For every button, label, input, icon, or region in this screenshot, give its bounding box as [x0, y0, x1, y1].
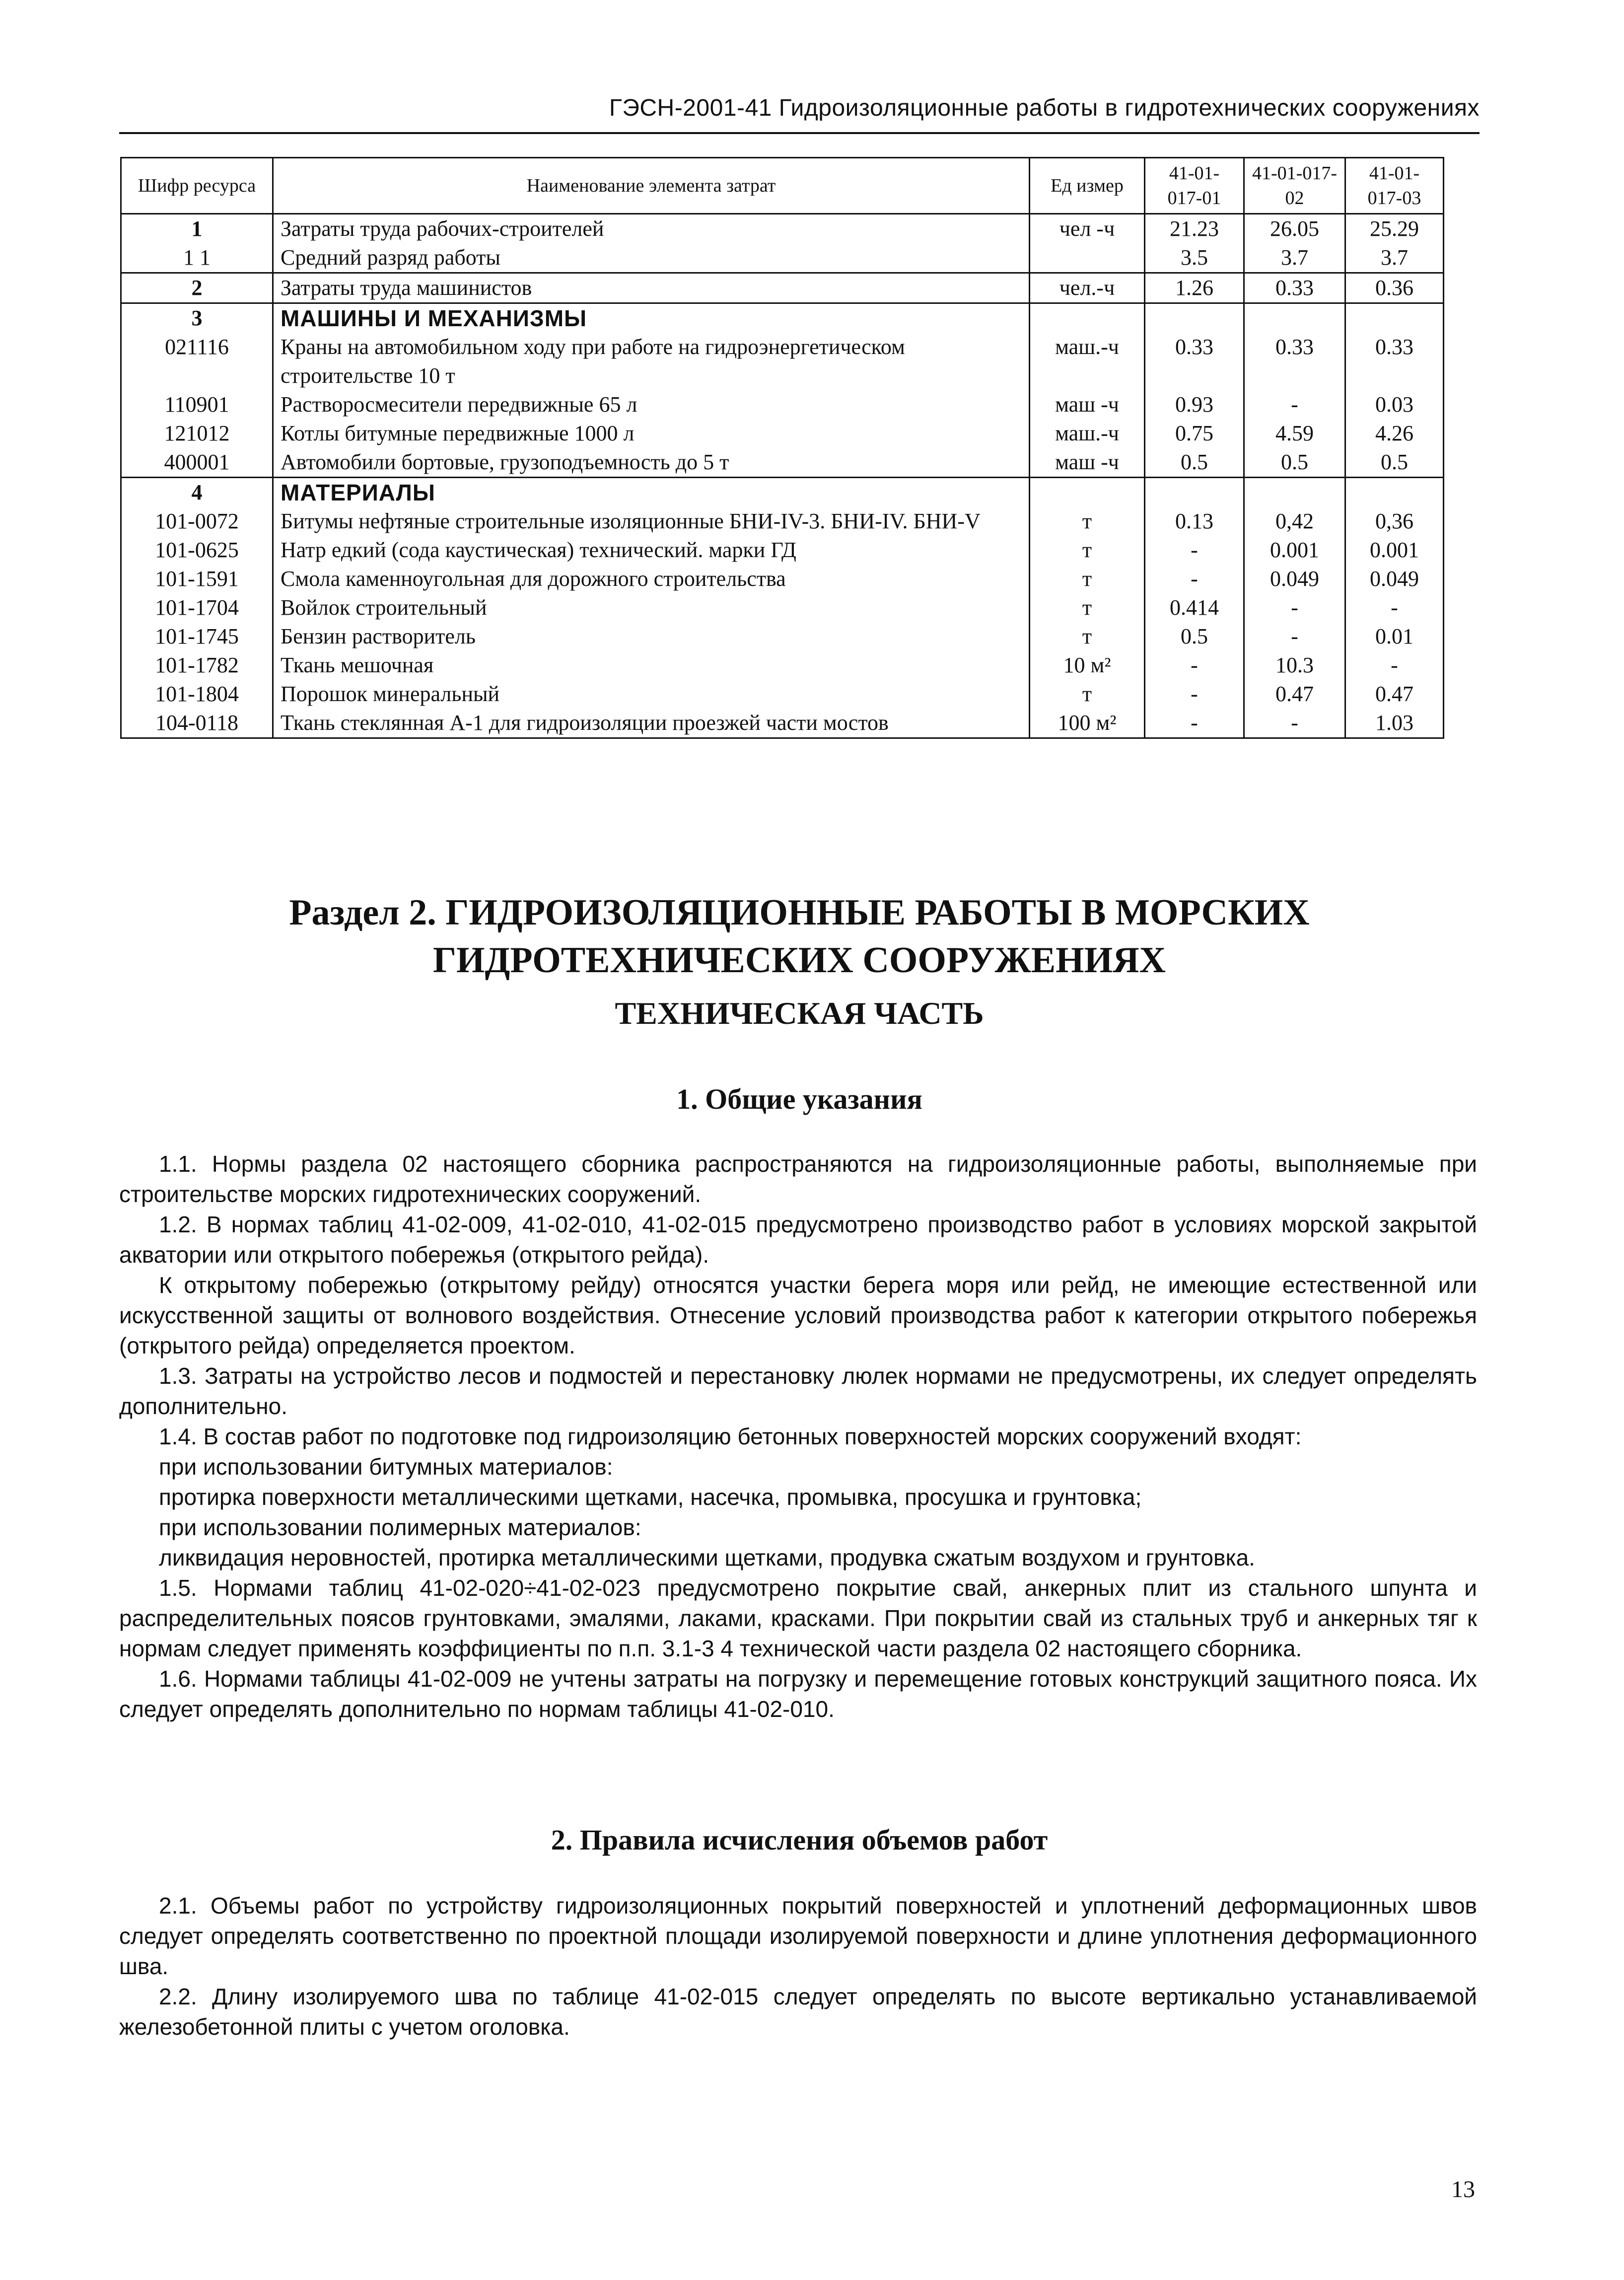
cell-name: Бензин растворитель: [273, 622, 1030, 651]
paragraph-1-2: 1.2. В нормах таблиц 41-02-009, 41-02-010, 41-02-015 предусмотрено производство работ в условиях морской закрытой акватории или открытого побережья (открытого рейда).: [119, 1211, 1477, 1268]
cell-name: Смола каменноугольная для дорожного строительства: [273, 565, 1030, 593]
cell-value: 0.5: [1244, 448, 1345, 478]
cell-code: 101-1782: [121, 651, 273, 680]
table-row: [121, 243, 1444, 273]
cell-value: 4.26: [1345, 419, 1444, 448]
cell-name: Битумы нефтяные строительные изоляционные БНИ-IV-3. БНИ-IV. БНИ-V: [273, 507, 1030, 536]
list-item: при использовании полимерных материалов:: [159, 1514, 641, 1540]
table-row: [121, 651, 1444, 680]
cell-code: 101-0072: [121, 507, 273, 536]
cell-unit: маш.-ч: [1030, 419, 1145, 448]
volume-rules-body: [119, 1891, 1477, 2042]
table-row: [121, 622, 1444, 651]
cell-value: 0.33: [1145, 333, 1244, 390]
running-header: ГЭСН-2001-41 Гидроизоляционные работы в гидротехнических сооружениях: [609, 95, 1480, 121]
table-header-row: [121, 158, 1444, 214]
section-title: [119, 889, 1480, 984]
cell-name: Порошок минеральный: [273, 680, 1030, 709]
cell-value: 0.47: [1244, 680, 1345, 709]
cell-unit: маш -ч: [1030, 390, 1145, 419]
cell-unit: маш.-ч: [1030, 333, 1145, 390]
cell-unit: т: [1030, 507, 1145, 536]
cell-code: 101-0625: [121, 536, 273, 565]
table-row: [121, 273, 1444, 303]
cell-unit: т: [1030, 565, 1145, 593]
list-item: при использовании битумных материалов:: [159, 1454, 613, 1480]
cell-name: Котлы битумные передвижные 1000 л: [273, 419, 1030, 448]
cell-value: [1345, 478, 1444, 507]
table-row: [121, 419, 1444, 448]
cell-value: [1145, 478, 1244, 507]
cell-code: 1: [121, 214, 273, 244]
cell-value: 0.03: [1345, 390, 1444, 419]
table-row: [121, 680, 1444, 709]
cell-code: 101-1704: [121, 593, 273, 622]
cell-value: 21.23: [1145, 214, 1244, 244]
cell-unit: 100 м²: [1030, 709, 1145, 738]
technical-part-heading: ТЕХНИЧЕСКАЯ ЧАСТЬ: [615, 996, 984, 1031]
table-row: [121, 565, 1444, 593]
cell-name: Войлок строительный: [273, 593, 1030, 622]
cell-unit: маш -ч: [1030, 448, 1145, 478]
cell-value: 0.049: [1244, 565, 1345, 593]
cell-name: Натр едкий (сода каустическая) технический. марки ГД: [273, 536, 1030, 565]
table-row: [121, 709, 1444, 738]
cell-value: [1244, 478, 1345, 507]
cell-value: 0.33: [1345, 333, 1444, 390]
page-number: 13: [1451, 2176, 1475, 2203]
cell-value: 0.36: [1345, 273, 1444, 303]
cell-unit: т: [1030, 680, 1145, 709]
cell-unit: 10 м²: [1030, 651, 1145, 680]
column-header-name: Наименование элемента затрат: [273, 158, 1030, 214]
paragraph-1-4: 1.4. В состав работ по подготовке под гидроизоляцию бетонных поверхностей морских сооружений входят:: [159, 1424, 1302, 1449]
table-group-row: [121, 303, 1444, 333]
table-row: [121, 448, 1444, 478]
cell-value: [1244, 303, 1345, 333]
table-row: [121, 593, 1444, 622]
cell-name: Краны на автомобильном ходу при работе на гидроэнергетическом строительстве 10 т: [273, 333, 1030, 390]
cell-value: 0.33: [1244, 333, 1345, 390]
header-rule: [119, 132, 1480, 134]
cell-value: [1145, 303, 1244, 333]
cell-value: -: [1145, 536, 1244, 565]
cell-value: 0.414: [1145, 593, 1244, 622]
column-header-norm-2: 41-01-017-02: [1244, 158, 1345, 214]
cell-code: 121012: [121, 419, 273, 448]
cell-value: 0.001: [1244, 536, 1345, 565]
cell-name: Растворосмесители передвижные 65 л: [273, 390, 1030, 419]
cell-value: 1.26: [1145, 273, 1244, 303]
cell-value: 0.049: [1345, 565, 1444, 593]
cell-value: -: [1145, 680, 1244, 709]
list-item: протирка поверхности металлическими щетками, насечка, промывка, просушка и грунтовка;: [159, 1484, 1142, 1510]
cell-name: Средний разряд работы: [273, 243, 1030, 273]
cell-value: 0.5: [1145, 448, 1244, 478]
cell-name: Автомобили бортовые, грузоподъемность до 5 т: [273, 448, 1030, 478]
cell-value: 0.93: [1145, 390, 1244, 419]
cell-value: 0,36: [1345, 507, 1444, 536]
cell-value: 0.01: [1345, 622, 1444, 651]
general-instructions-heading: 1. Общие указания: [676, 1083, 922, 1115]
cell-name: Ткань мешочная: [273, 651, 1030, 680]
cell-value: 0.5: [1145, 622, 1244, 651]
column-header-unit: Ед измер: [1030, 158, 1145, 214]
paragraph-1-1: 1.1. Нормы раздела 02 настоящего сборника распространяются на гидроизоляционные работы, выполняемые при строительстве морских гидротехнических сооружений.: [119, 1151, 1477, 1207]
cell-value: -: [1244, 593, 1345, 622]
cell-name: Ткань стеклянная А-1 для гидроизоляции проезжей части мостов: [273, 709, 1030, 738]
cell-value: 3.7: [1244, 243, 1345, 273]
cell-unit: чел -ч: [1030, 214, 1145, 244]
cell-unit: [1030, 478, 1145, 507]
cell-value: 25.29: [1345, 214, 1444, 244]
list-item: ликвидация неровностей, протирка металлическими щетками, продувка сжатым воздухом и грунтовка.: [159, 1545, 1255, 1570]
paragraph-1-3: 1.3. Затраты на устройство лесов и подмостей и перестановку люлек нормами не предусмотрены, их следует определять дополнительно.: [119, 1363, 1477, 1419]
cell-unit: т: [1030, 593, 1145, 622]
cell-value: -: [1345, 593, 1444, 622]
cell-value: 4.59: [1244, 419, 1345, 448]
cell-unit: т: [1030, 536, 1145, 565]
column-header-code: Шифр ресурса: [121, 158, 273, 214]
volume-rules-heading: 2. Правила исчисления объемов работ: [551, 1824, 1048, 1856]
cell-value: -: [1145, 709, 1244, 738]
cell-value: -: [1145, 651, 1244, 680]
cell-value: 3.7: [1345, 243, 1444, 273]
cell-value: 0.5: [1345, 448, 1444, 478]
cell-code: 2: [121, 273, 273, 303]
table-row: [121, 390, 1444, 419]
cell-value: 0.13: [1145, 507, 1244, 536]
table-row: [121, 214, 1444, 244]
cell-value: 0.47: [1345, 680, 1444, 709]
table-group-row: [121, 478, 1444, 507]
cell-value: -: [1244, 622, 1345, 651]
cell-code: 021116: [121, 333, 273, 390]
cell-value: 3.5: [1145, 243, 1244, 273]
cell-code: 400001: [121, 448, 273, 478]
cell-code: 101-1591: [121, 565, 273, 593]
cell-unit: [1030, 303, 1145, 333]
cell-code: 3: [121, 303, 273, 333]
section-title-line-2: ГИДРОТЕХНИЧЕСКИХ СООРУЖЕНИЯХ: [432, 940, 1166, 981]
paragraph-1-6: 1.6. Нормами таблицы 41-02-009 не учтены затраты на погрузку и перемещение готовых конструкций защитного пояса. Их следует определять дополнительно по нормам таблицы 41-02-010.: [119, 1666, 1477, 1722]
cell-value: -: [1244, 709, 1345, 738]
cell-value: 0.33: [1244, 273, 1345, 303]
table-row: [121, 536, 1444, 565]
table-row: [121, 333, 1444, 390]
cell-unit: [1030, 243, 1145, 273]
cell-value: -: [1145, 565, 1244, 593]
paragraph-2-1: 2.1. Объемы работ по устройству гидроизоляционных покрытий поверхностей и уплотнений деформационных швов следует определять соответственно по проектной площади изолируемой поверхности и длине уплотнения деформационного шва.: [119, 1893, 1477, 1979]
column-header-norm-1: 41-01-017-01: [1145, 158, 1244, 214]
cell-code: 110901: [121, 390, 273, 419]
cell-value: [1345, 303, 1444, 333]
group-title-materials: МАТЕРИАЛЫ: [273, 478, 1030, 507]
section-title-line-1: Раздел 2. ГИДРОИЗОЛЯЦИОННЫЕ РАБОТЫ В МОРСКИХ: [289, 892, 1310, 933]
column-header-norm-3: 41-01-017-03: [1345, 158, 1444, 214]
cell-value: 0.75: [1145, 419, 1244, 448]
cell-value: 0,42: [1244, 507, 1345, 536]
cell-name: Затраты труда рабочих-строителей: [273, 214, 1030, 244]
cell-name: Затраты труда машинистов: [273, 273, 1030, 303]
general-instructions-body: [119, 1149, 1477, 1724]
paragraph-2-2: 2.2. Длину изолируемого шва по таблице 41-02-015 следует определять по высоте вертикально устанавливаемой железобетонной плиты с учетом оголовка.: [119, 1984, 1477, 2040]
cell-code: 101-1745: [121, 622, 273, 651]
group-title-machines: МАШИНЫ И МЕХАНИЗМЫ: [273, 303, 1030, 333]
cell-value: -: [1345, 651, 1444, 680]
cell-value: 1.03: [1345, 709, 1444, 738]
cell-code: 4: [121, 478, 273, 507]
cell-value: -: [1244, 390, 1345, 419]
table-row: [121, 507, 1444, 536]
cell-code: 104-0118: [121, 709, 273, 738]
cell-value: 0.001: [1345, 536, 1444, 565]
cell-code: 101-1804: [121, 680, 273, 709]
paragraph-open-coast: К открытому побережью (открытому рейду) относятся участки берега моря или рейд, не имеющие естественной или искусственной защиты от волнового воздействия. Отнесение условий производства работ к категории открытого побережья (открытого рейда) определяется проектом.: [119, 1272, 1477, 1358]
paragraph-1-5: 1.5. Нормами таблиц 41-02-020÷41-02-023 предусмотрено покрытие свай, анкерных плит из стального шпунта и распределительных поясов грунтовками, эмалями, лаками, красками. При покрытии свай из стальных труб и анкерных тяг к нормам следует применять коэффициенты по п.п. 3.1-3 4 технической части раздела 02 настоящего сборника.: [119, 1575, 1477, 1661]
cell-value: 10.3: [1244, 651, 1345, 680]
cell-value: 26.05: [1244, 214, 1345, 244]
resource-cost-table: [120, 157, 1444, 739]
cell-unit: т: [1030, 622, 1145, 651]
cell-code: 1 1: [121, 243, 273, 273]
cell-unit: чел.-ч: [1030, 273, 1145, 303]
